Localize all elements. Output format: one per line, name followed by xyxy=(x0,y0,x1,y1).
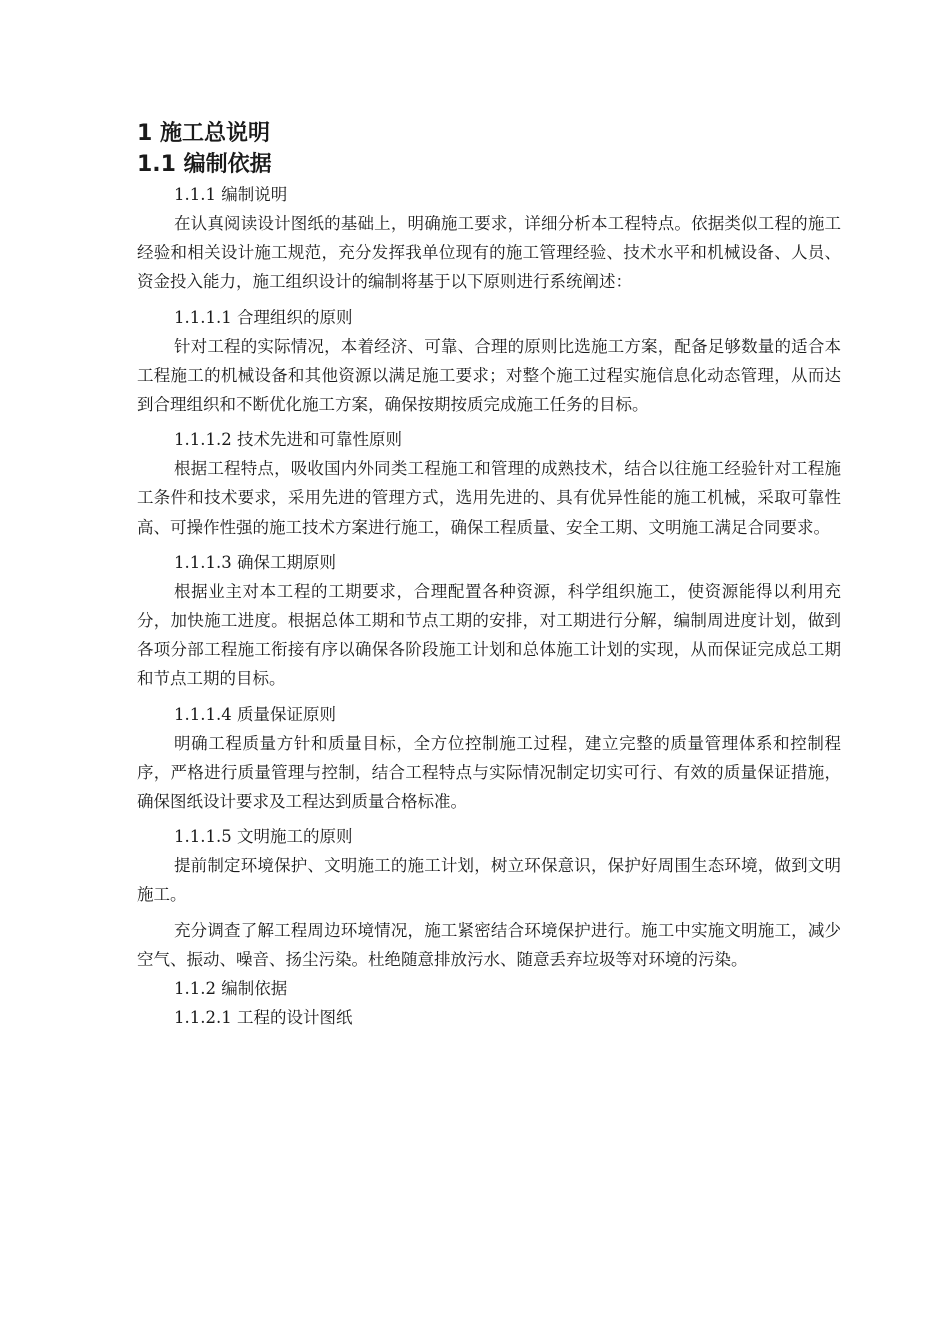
paragraph-1-1-1-5b: 充分调查了解工程周边环境情况，施工紧密结合环境保护进行。施工中实施文明施工，减少空气、振动、噪音、扬尘污染。杜绝随意排放污水、随意丢弃垃圾等对环境的污染。 xyxy=(137,920,841,969)
subsection-heading-1-1-2: 1.1.2 编制依据 xyxy=(174,979,288,999)
subsection-heading-1-1-1-2: 1.1.1.2 技术先进和可靠性原则 xyxy=(174,430,402,450)
subsection-heading-1-1-1-3: 1.1.1.3 确保工期原则 xyxy=(174,552,336,572)
paragraph-1-1-1-2: 根据工程特点，吸收国内外同类工程施工和管理的成熟技术，结合以往施工经验针对工程施工条件和技术要求，采用先进的管理方式，选用先进的、具有优异性能的施工机械，采取可靠性高、可操作性强的施工技术方案进行施工，确保工程质量、安全工期、文明施工满足合同要求。 xyxy=(137,459,841,537)
section-heading: 1.1 编制依据 xyxy=(137,152,272,177)
paragraph-1-1-1-5a: 提前制定环境保护、文明施工的施工计划，树立环保意识，保护好周围生态环境，做到文明施工。 xyxy=(137,856,841,905)
subsection-heading-1-1-1-1: 1.1.1.1 合理组织的原则 xyxy=(174,307,353,327)
paragraph-1-1-1-3: 根据业主对本工程的工期要求，合理配置各种资源，科学组织施工，使资源能得以利用充分，加快施工进度。根据总体工期和节点工期的安排，对工期进行分解，编制周进度计划，做到各项分部工程施工衔接有序以确保各阶段施工计划和总体施工计划的实现，从而保证完成总工期和节点工期的目标。 xyxy=(137,581,841,689)
subsection-heading-1-1-1-4: 1.1.1.4 质量保证原则 xyxy=(174,704,336,724)
subsection-heading-1-1-1-5: 1.1.1.5 文明施工的原则 xyxy=(174,827,353,847)
paragraph-1-1-1-4: 明确工程质量方针和质量目标，全方位控制施工过程，建立完整的质量管理体系和控制程序，严格进行质量管理与控制，结合工程特点与实际情况制定切实可行、有效的质量保证措施，确保图纸设计要求及工程达到质量合格标准。 xyxy=(137,733,841,812)
paragraph-1-1-1-1: 针对工程的实际情况，本着经济、可靠、合理的原则比选施工方案，配备足够数量的适合本工程施工的机械设备和其他资源以满足施工要求；对整个施工过程实施信息化动态管理，从而达到合理组织和不断优化施工方案，确保按期按质完成施工任务的目标。 xyxy=(137,336,841,415)
subsection-heading-1-1-2-1: 1.1.2.1 工程的设计图纸 xyxy=(174,1008,353,1028)
chapter-heading: 1 施工总说明 xyxy=(137,121,270,146)
paragraph-intro: 在认真阅读设计图纸的基础上，明确施工要求，详细分析本工程特点。依据类似工程的施工经验和相关设计施工规范，充分发挥我单位现有的施工管理经验、技术水平和机械设备、人员、资金投入能力，施工组织设计的编制将基于以下原则进行系统阐述： xyxy=(137,214,841,292)
subsection-heading-1-1-1: 1.1.1 编制说明 xyxy=(174,185,288,204)
document-page xyxy=(137,118,841,1032)
